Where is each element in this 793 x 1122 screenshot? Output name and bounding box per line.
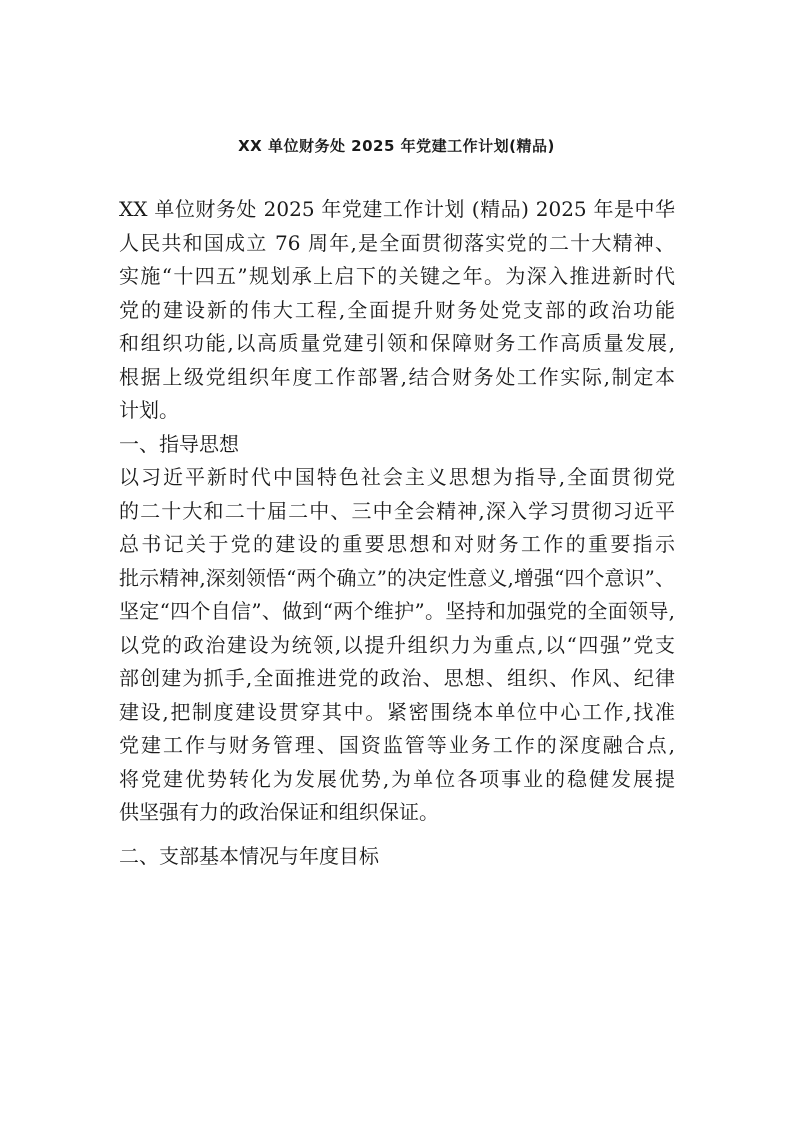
paragraph-line: 以党的政治建设为统领,以提升组织力为重点,以“四强”党支	[119, 632, 675, 657]
paragraph-line: 总书记关于党的建设的重要思想和对财务工作的重要指示	[119, 532, 675, 556]
paragraph-line: 建设,把制度建设贯穿其中。紧密围绕本单位中心工作,找准	[119, 699, 675, 724]
paragraph-line: 坚定“四个自信”、做到“两个维护”。坚持和加强党的全面领导,	[119, 599, 675, 623]
intro-line: 根据上级党组织年度工作部署,结合财务处工作实际,制定本	[119, 364, 675, 389]
section-heading-branch-overview: 二、支部基本情况与年度目标	[119, 843, 379, 868]
intro-line: XX 单位财务处 2025 年党建工作计划 (精品) 2025 年是中华	[119, 197, 675, 221]
paragraph-line: 批示精神,深刻领悟“两个确立”的决定性意义,增强“四个意识”、	[119, 565, 675, 590]
guiding-ideology-paragraph	[119, 461, 675, 830]
paragraph-line: 的二十大和二十届二中、三中全会精神,深入学习贯彻习近平	[119, 498, 675, 523]
intro-line: 人民共和国成立 76 周年,是全面贯彻落实党的二十大精神、	[119, 230, 675, 255]
intro-paragraph	[119, 193, 675, 428]
paragraph-line: 供坚强有力的政治保证和组织保证。	[119, 800, 439, 824]
paragraph-spacer	[119, 830, 675, 840]
intro-line: 实施“十四五”规划承上启下的关键之年。为深入推进新时代	[119, 264, 675, 288]
intro-line: 计划。	[119, 398, 179, 422]
document-body	[119, 193, 675, 873]
document-title: XX 单位财务处 2025 年党建工作计划(精品)	[238, 137, 555, 155]
intro-line: 和组织功能,以高质量党建引领和保障财务工作高质量发展,	[119, 331, 675, 355]
paragraph-line: 党建工作与财务管理、国资监管等业务工作的深度融合点,	[119, 733, 675, 757]
intro-line: 党的建设新的伟大工程,全面提升财务处党支部的政治功能	[119, 297, 675, 322]
paragraph-line: 以习近平新时代中国特色社会主义思想为指导,全面贯彻党	[119, 465, 675, 489]
paragraph-line: 将党建优势转化为发展优势,为单位各项事业的稳健发展提	[119, 766, 675, 791]
section-heading-guiding-ideology: 一、指导思想	[119, 431, 239, 456]
paragraph-line: 部创建为抓手,全面推进党的政治、思想、组织、作风、纪律	[119, 666, 675, 690]
